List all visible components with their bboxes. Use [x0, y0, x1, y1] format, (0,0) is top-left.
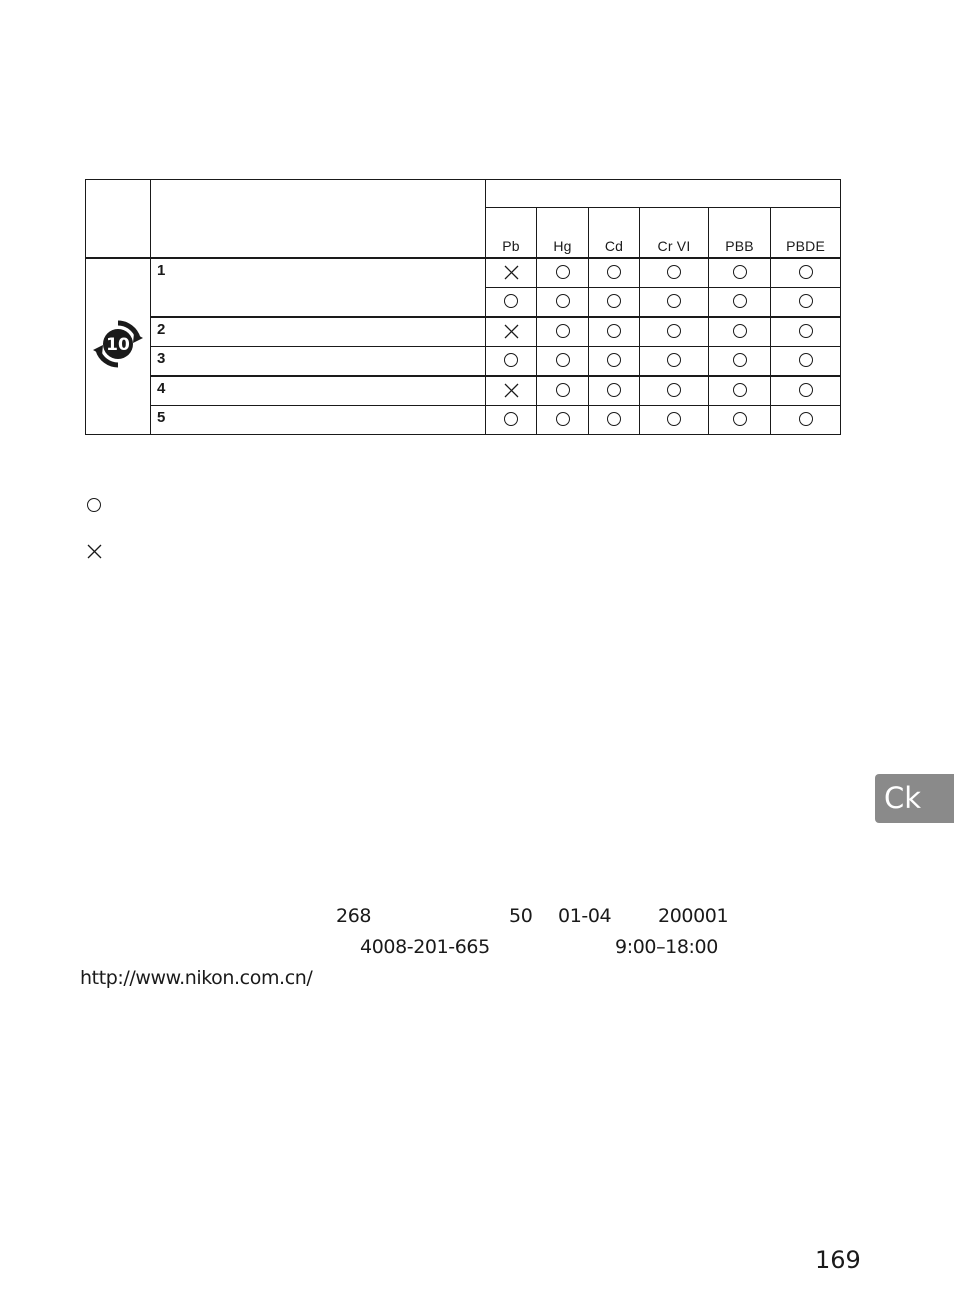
circle-symbol-icon [667, 324, 681, 338]
mark-cell [771, 405, 841, 434]
mark-cell [589, 317, 640, 347]
mark-cell [709, 317, 771, 347]
circle-symbol-icon [504, 353, 518, 367]
circle-symbol-icon [667, 383, 681, 397]
circle-symbol-icon [556, 265, 570, 279]
phone-number: 4008-201-665 [360, 936, 490, 958]
header-part-name [151, 180, 486, 258]
mark-cell [771, 258, 841, 288]
mark-cell [589, 287, 640, 317]
circle-symbol-icon [733, 412, 747, 426]
mark-cell [537, 405, 589, 434]
mark-cell [771, 287, 841, 317]
circle-symbol-icon [799, 265, 813, 279]
circle-symbol-icon [504, 294, 518, 308]
service-hours: 9:00–18:00 [615, 936, 718, 958]
language-tab: Ck [875, 774, 954, 823]
circle-symbol-icon [799, 294, 813, 308]
mark-cell [589, 376, 640, 406]
mark-cell [589, 346, 640, 376]
mark-cell [771, 317, 841, 347]
circle-symbol-icon [799, 324, 813, 338]
circle-symbol-icon [556, 324, 570, 338]
legend-circle [87, 496, 101, 514]
circle-symbol-icon [799, 353, 813, 367]
mark-cell [709, 287, 771, 317]
mark-cell [486, 287, 537, 317]
circle-symbol-icon [556, 383, 570, 397]
circle-symbol-icon [556, 294, 570, 308]
mark-cell [640, 376, 709, 406]
mark-cell [486, 317, 537, 347]
circle-symbol-icon [504, 412, 518, 426]
col-header-cd: Cd [589, 208, 640, 258]
circle-symbol-icon [556, 412, 570, 426]
circle-symbol-icon [733, 353, 747, 367]
col-header-cr-vi: Cr VI [640, 208, 709, 258]
header-blank-logo-col [86, 180, 151, 258]
mark-cell [709, 376, 771, 406]
mark-cell [486, 405, 537, 434]
mark-cell [640, 405, 709, 434]
circle-symbol-icon [733, 383, 747, 397]
circle-symbol-icon [667, 294, 681, 308]
cross-symbol-icon [504, 324, 519, 339]
mark-cell [640, 346, 709, 376]
website-link[interactable]: http://www.nikon.com.cn/ [80, 967, 313, 989]
mark-cell [486, 258, 537, 288]
col-header-pbde: PBDE [771, 208, 841, 258]
cross-symbol-icon [504, 383, 519, 398]
circle-symbol-icon [607, 294, 621, 308]
legend-cross [87, 543, 102, 561]
circle-symbol-icon [733, 324, 747, 338]
mark-cell [640, 317, 709, 347]
mark-cell [640, 287, 709, 317]
circle-symbol-icon [556, 353, 570, 367]
circle-symbol-icon [733, 265, 747, 279]
part-row-2: 2 [151, 317, 486, 347]
circle-symbol-icon [607, 353, 621, 367]
circle-symbol-icon [799, 412, 813, 426]
page-number: 169 [815, 1246, 861, 1274]
mark-cell [771, 376, 841, 406]
mark-cell [537, 317, 589, 347]
mark-cell [537, 258, 589, 288]
col-header-hg: Hg [537, 208, 589, 258]
circle-symbol-icon [607, 324, 621, 338]
postal-code: 200001 [658, 905, 729, 927]
mark-cell [709, 405, 771, 434]
circle-symbol-icon [607, 383, 621, 397]
mark-cell [537, 287, 589, 317]
cross-symbol-icon [87, 544, 102, 559]
part-row-4: 4 [151, 376, 486, 406]
circle-symbol-icon [667, 265, 681, 279]
cross-symbol-icon [504, 265, 519, 280]
mark-cell [589, 258, 640, 288]
part-row-5: 5 [151, 405, 486, 434]
address-floor: 50 [509, 905, 533, 927]
part-row-1: 1 [151, 258, 486, 317]
circle-symbol-icon [799, 383, 813, 397]
mark-cell [537, 376, 589, 406]
circle-symbol-icon [87, 498, 101, 512]
col-header-pb: Pb [486, 208, 537, 258]
epup-logo-cell [86, 258, 151, 435]
address-room: 01-04 [558, 905, 612, 927]
mark-cell [709, 258, 771, 288]
mark-cell [589, 405, 640, 434]
mark-cell [486, 346, 537, 376]
circle-symbol-icon [667, 353, 681, 367]
part-row-3: 3 [151, 346, 486, 376]
mark-cell [771, 346, 841, 376]
header-substances-group [486, 180, 841, 208]
hazardous-substances-table [85, 179, 841, 435]
circle-symbol-icon [733, 294, 747, 308]
mark-cell [709, 346, 771, 376]
environmental-protection-use-period-icon [93, 319, 143, 369]
address-number: 268 [336, 905, 372, 927]
mark-cell [486, 376, 537, 406]
circle-symbol-icon [607, 412, 621, 426]
circle-symbol-icon [607, 265, 621, 279]
col-header-pbb: PBB [709, 208, 771, 258]
mark-cell [537, 346, 589, 376]
mark-cell [640, 258, 709, 288]
circle-symbol-icon [667, 412, 681, 426]
logo-number: 10 [106, 334, 130, 355]
